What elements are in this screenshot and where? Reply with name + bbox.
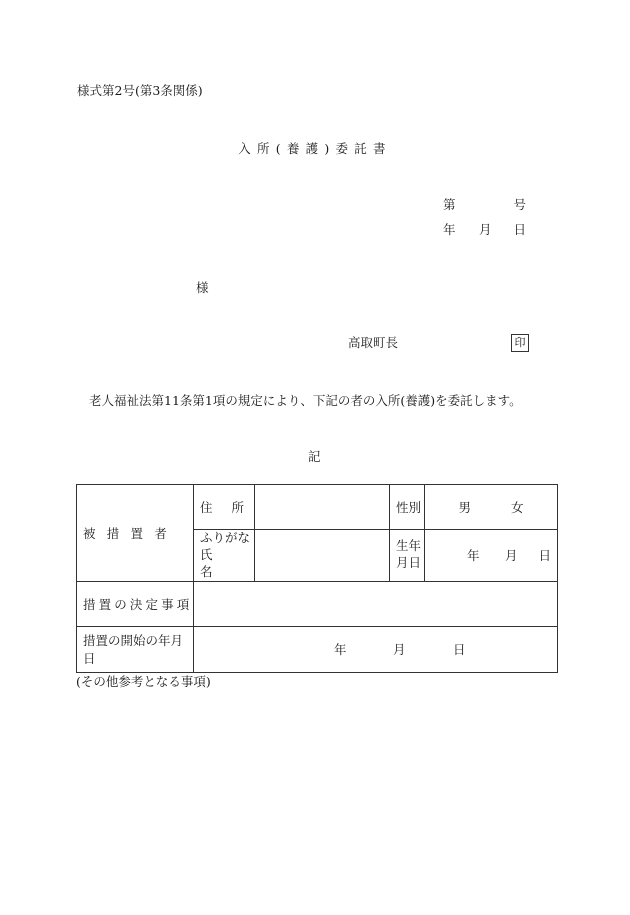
name-label xyxy=(194,530,255,582)
form-code: 様式第2号(第3条関係) xyxy=(77,83,203,98)
seal-stamp: 印 xyxy=(511,334,529,352)
placement-table xyxy=(76,484,558,673)
start-date-label: 措置の開始の年月日 xyxy=(77,626,194,672)
furigana-label: ふりがな xyxy=(200,530,251,545)
date-month: 月 xyxy=(479,222,492,237)
start-date-field[interactable] xyxy=(194,626,558,672)
sex-option-female[interactable]: 女 xyxy=(510,500,524,515)
date-year: 年 xyxy=(443,222,456,237)
sex-label: 性別 xyxy=(390,485,425,530)
doc-number-prefix: 第 xyxy=(443,197,456,212)
dob-year: 年 xyxy=(467,548,480,564)
dob-label xyxy=(390,530,425,582)
address-field[interactable] xyxy=(255,485,390,530)
document-title: 入所(養護)委託書 xyxy=(238,141,392,156)
sex-options[interactable] xyxy=(425,485,558,530)
dob-day: 日 xyxy=(538,548,551,564)
start-day: 日 xyxy=(453,642,466,658)
decision-field[interactable] xyxy=(194,581,558,626)
dob-month: 月 xyxy=(505,548,518,564)
doc-number-suffix: 号 xyxy=(513,197,526,212)
start-month: 月 xyxy=(393,642,406,658)
sex-option-male[interactable]: 男 xyxy=(458,500,471,515)
ki-heading: 記 xyxy=(308,449,321,464)
issuer: 高取町長 xyxy=(348,335,399,350)
date-day: 日 xyxy=(513,222,526,237)
document-number xyxy=(443,199,526,212)
decision-label: 措置の決定事項 xyxy=(77,581,194,626)
dob-label-line2: 月日 xyxy=(396,555,422,571)
dob-field[interactable] xyxy=(425,530,558,582)
name-field[interactable] xyxy=(255,530,390,582)
name-label-text: 氏 名 xyxy=(200,546,224,579)
subject-label: 被措置者 xyxy=(77,485,194,582)
dob-label-line1: 生年 xyxy=(396,538,422,554)
address-label: 住 所 xyxy=(194,485,255,530)
body-text: 老人福祉法第11条第1項の規定により、下記の者の入所(養護)を委託します。 xyxy=(89,393,522,408)
addressee: 様 xyxy=(196,280,209,295)
other-notes-label: (その他参考となる事項) xyxy=(76,674,211,689)
start-year: 年 xyxy=(334,642,347,658)
